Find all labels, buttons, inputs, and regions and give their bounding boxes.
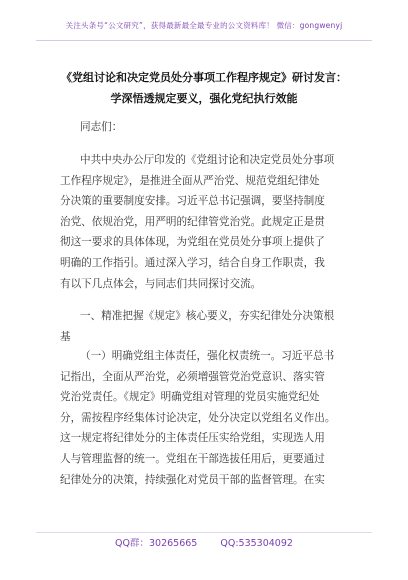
paragraph-line: 中共中央办公厅印发的《党组讨论和决定党员处分事项 bbox=[80, 154, 335, 166]
paragraph-line: 有以下几点体会，与同志们共同探讨交流。 bbox=[60, 277, 262, 290]
footer-qq-group: QQ群：30265665 bbox=[115, 538, 198, 549]
paragraph-line: 记指出，全面从严治党，必须增强管党治党意识、落实管 bbox=[60, 370, 325, 383]
paragraph-line: 这一规定将纪律处分的主体责任压实给党组，实现选人用 bbox=[60, 432, 325, 445]
paragraph-line: 分决策的重要制度安排。习近平总书记强调，要坚持制度 bbox=[60, 195, 325, 208]
paragraph-line: 分，需按程序经集体讨论决定，处分决定以党组名义作出。 bbox=[60, 411, 336, 424]
header-banner: 关注头条号“公文研究”，获得最新最全最专业的公文资料库！ 微信：gongwenyj bbox=[65, 21, 343, 30]
paragraph-line: 纪律处分的决策，持续强化对党员干部的监督管理。在实 bbox=[60, 473, 325, 486]
footer bbox=[0, 535, 408, 549]
paragraph-line: 工作程序规定》，是推进全面从严治党、规范党组纪律处 bbox=[60, 174, 320, 187]
paragraph-line: 彻这一要求的具体体现，为党组在党员处分事项上提供了 bbox=[60, 236, 325, 249]
paragraph-2 bbox=[60, 346, 348, 490]
paragraph-1 bbox=[60, 150, 348, 294]
header-divider bbox=[36, 40, 372, 41]
paragraph-line: 党治党责任。《规定》明确党组对管理的党员实施党纪处 bbox=[60, 391, 320, 404]
title-line-1: 《党组讨论和决定党员处分事项工作程序规定》研讨发言： bbox=[61, 71, 347, 84]
paragraph-line: 明确的工作指引。通过深入学习，结合自身工作职责，我 bbox=[60, 256, 325, 269]
title-line-2: 学深悟透规定要义，强化党纪执行效能 bbox=[110, 92, 298, 105]
paragraph-line: 人与管理监督的统一。党组在干部选拔任用后，更要通过 bbox=[60, 452, 325, 465]
section-heading-line: 一、精准把握《规定》核心要义，夯实纪律处分决策根 bbox=[80, 310, 335, 322]
section-heading-1 bbox=[60, 306, 348, 347]
paragraph-line: （一）明确党组主体责任，强化权责统一。习近平总书 bbox=[80, 350, 335, 362]
document-title bbox=[30, 67, 378, 109]
paragraph-line: 治党、依规治党，用严明的纪律管党治党。此规定正是贯 bbox=[60, 215, 325, 228]
section-heading-line: 基 bbox=[60, 330, 71, 343]
footer-qq: QQ:535304092 bbox=[220, 538, 293, 549]
salutation: 同志们： bbox=[80, 121, 123, 133]
footer-divider bbox=[36, 532, 372, 533]
